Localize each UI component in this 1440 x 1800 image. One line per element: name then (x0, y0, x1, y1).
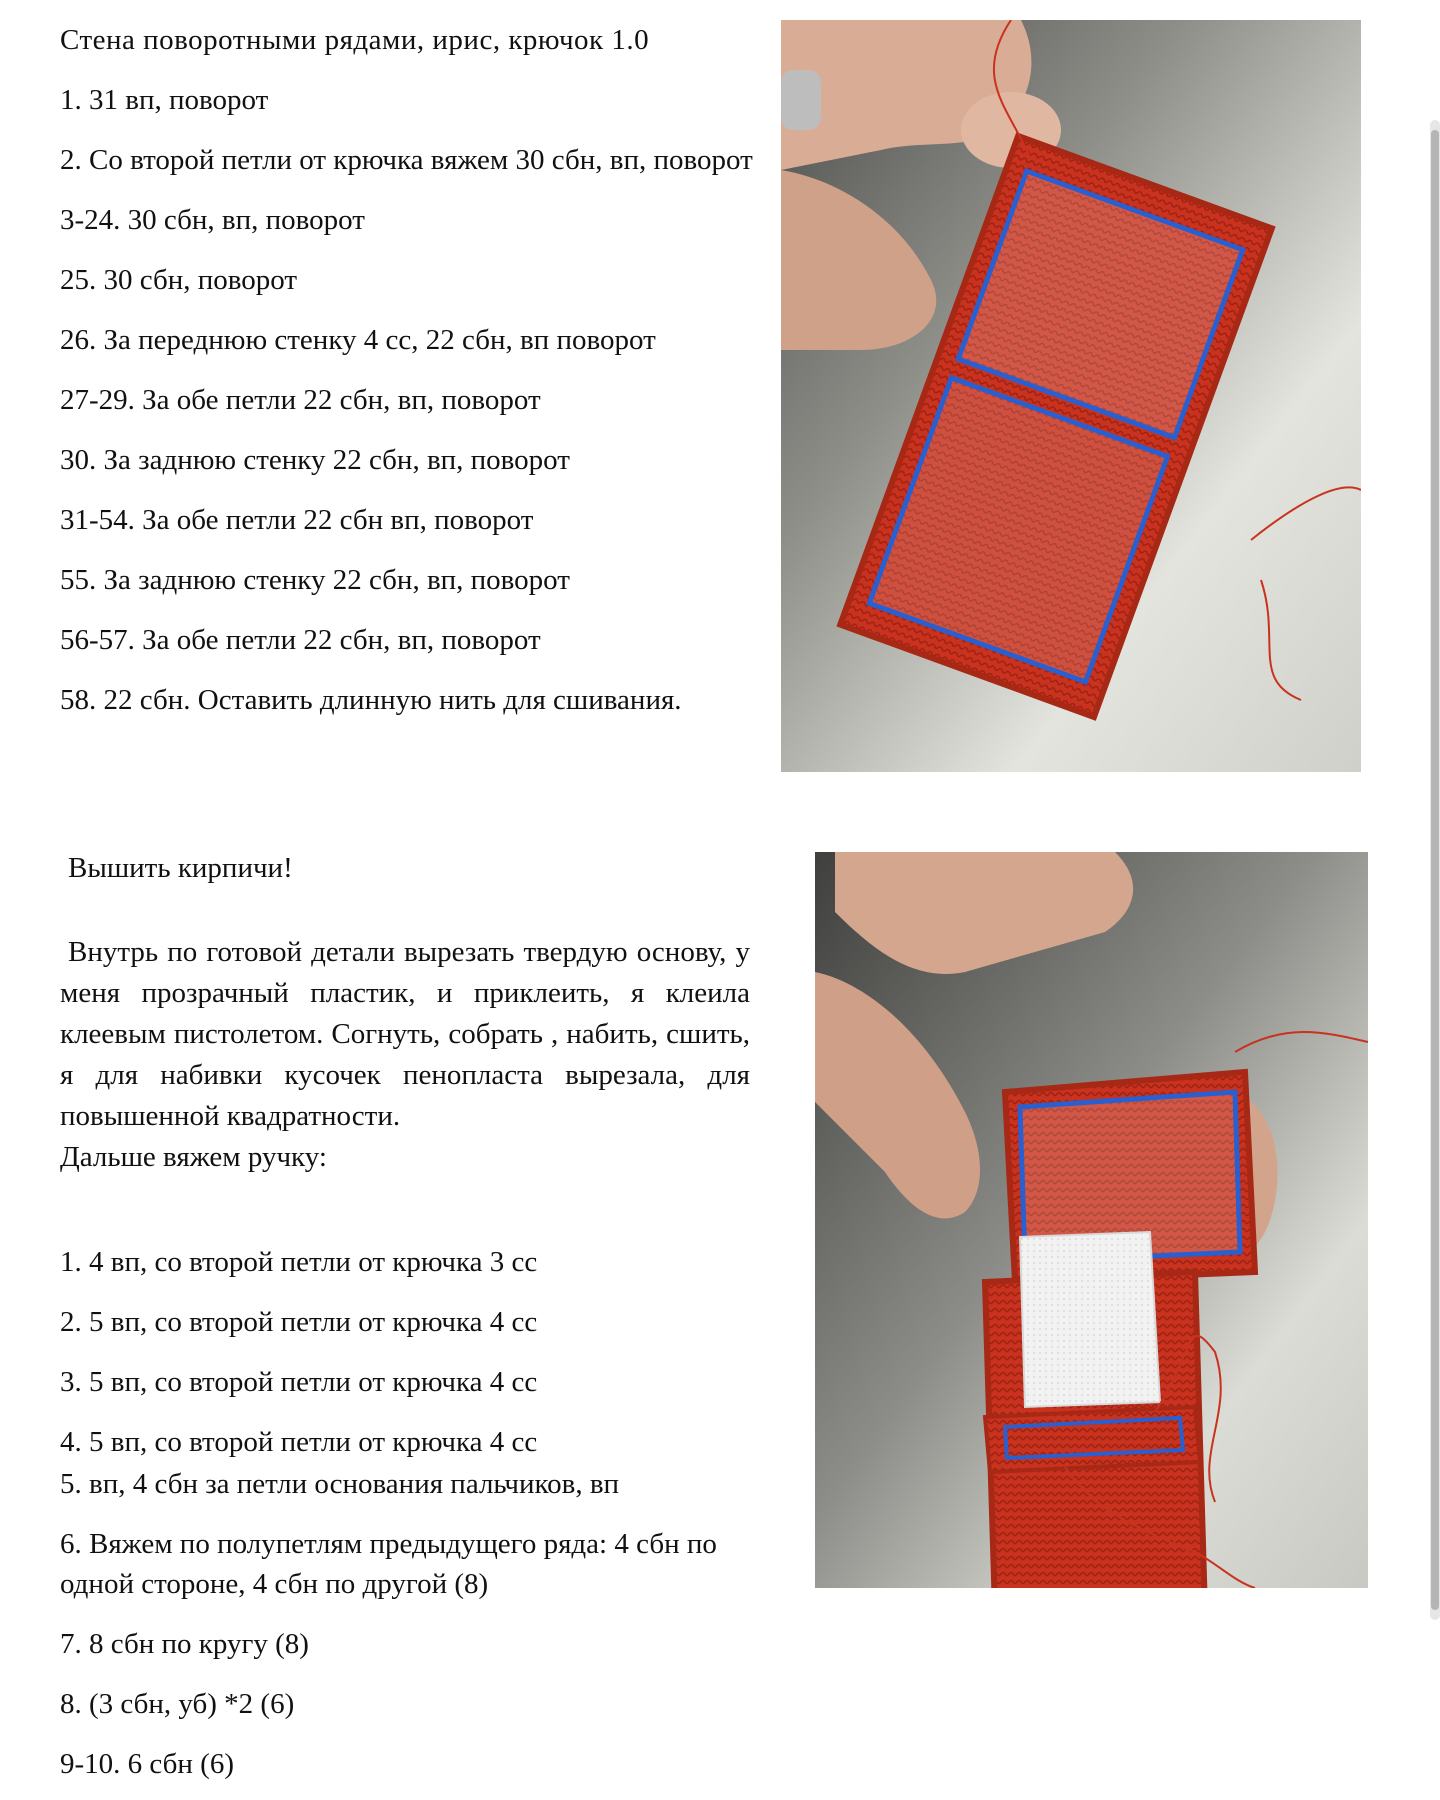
pattern-section-handle (60, 1242, 790, 1784)
row-instruction: 4. 5 вп, со второй петли от крючка 4 сс (60, 1426, 538, 1458)
row-instruction: 25. 30 сбн, поворот (60, 264, 298, 296)
row-instruction: 1. 4 вп, со второй петли от крючка 3 сс (60, 1246, 538, 1278)
handle-intro: Дальше вяжем ручку: (60, 1141, 327, 1173)
row-instruction: 8. (3 сбн, уб) *2 (6) (60, 1688, 295, 1720)
vertical-scrollbar[interactable] (1430, 120, 1440, 1620)
scrollbar-thumb[interactable] (1431, 130, 1439, 1610)
pattern-section-wall (60, 20, 780, 720)
row-instruction: 2. 5 вп, со второй петли от крючка 4 сс (60, 1306, 538, 1338)
row-instruction: 3. 5 вп, со второй петли от крючка 4 сс (60, 1366, 538, 1398)
photo-flat-panel-icon (781, 20, 1361, 772)
row-instruction: 30. За заднюю стенку 22 сбн, вп, поворот (60, 444, 570, 476)
row-instruction: 3-24. 30 сбн, вп, поворот (60, 204, 365, 236)
photo-folded-box (815, 852, 1368, 1588)
row-instruction: 27-29. За обе петли 22 сбн, вп, поворот (60, 384, 541, 416)
assembly-instructions: Внутрь по готовой детали вырезать твердую основу, у меня прозрачный пластик, и приклеить, я клеила клеевым пистолетом. Согнуть, собрать , набить, сшить, я для набивки кусочек пенопласта вырезала, для повышенной квадратности. (60, 936, 750, 1132)
row-instruction: 5. вп, 4 сбн за петли основания пальчиков, вп (60, 1468, 620, 1500)
photo-flat-panel (781, 20, 1361, 772)
row-instruction: 7. 8 сбн по кругу (8) (60, 1628, 309, 1660)
row-instruction: 1. 31 вп, поворот (60, 84, 269, 116)
photo-folded-box-icon (815, 852, 1368, 1588)
row-instruction: 55. За заднюю стенку 22 сбн, вп, поворот (60, 564, 570, 596)
section-title: Стена поворотными рядами, ирис, крючок 1.0 (60, 24, 650, 56)
row-instruction: 31-54. За обе петли 22 сбн вп, поворот (60, 504, 534, 536)
row-instruction: 26. За переднюю стенку 4 сс, 22 сбн, вп поворот (60, 324, 656, 356)
row-instruction: 9-10. 6 сбн (6) (60, 1748, 234, 1780)
assembly-block (60, 932, 750, 1177)
row-instruction: 56-57. За обе петли 22 сбн, вп, поворот (60, 624, 541, 656)
embroider-note-block (60, 848, 780, 888)
row-instruction: 2. Со второй петли от крючка вяжем 30 сбн, вп, поворот (60, 144, 753, 176)
row-instruction: 6. Вяжем по полупетлям предыдущего ряда: 4 сбн по одной стороне, 4 сбн по другой (8) (60, 1528, 717, 1600)
embroider-note: Вышить кирпичи! (68, 852, 293, 884)
row-instruction: 58. 22 сбн. Оставить длинную нить для сшивания. (60, 684, 682, 716)
